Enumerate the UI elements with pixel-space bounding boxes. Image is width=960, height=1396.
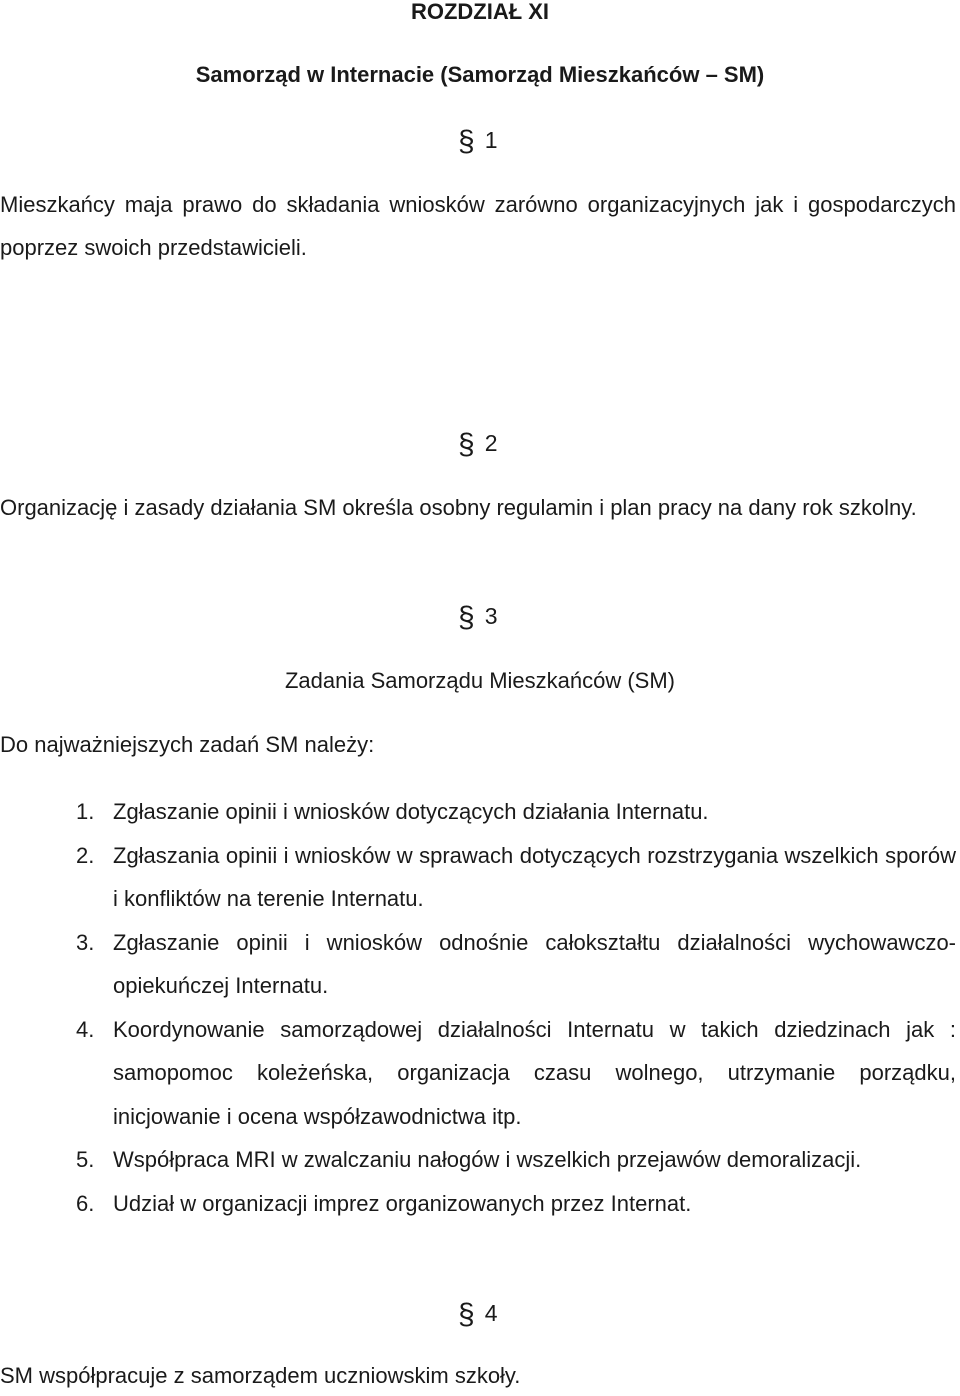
- list-item: [0, 921, 956, 1008]
- section-2-paragraph: Organizację i zasady działania SM określa osobny regulamin i plan pracy na dany rok szkolny.: [0, 495, 917, 520]
- list-item-text: Zgłaszanie opinii i wniosków odnośnie całokształtu działalności wychowawczo-opiekuńczej Internatu.: [113, 929, 956, 998]
- section-1-heading: [458, 124, 498, 158]
- list-item-text: Zgłaszania opinii i wniosków w sprawach dotyczących rozstrzygania wszelkich sporów i konfliktów na terenie Internatu.: [113, 842, 956, 911]
- list-item-number: 1.: [76, 799, 95, 824]
- section-sign: §: [458, 601, 475, 634]
- list-item-text: Zgłaszanie opinii i wniosków dotyczących działania Internatu.: [113, 799, 709, 824]
- list-item: [0, 834, 956, 921]
- list-item-number: 5.: [76, 1147, 95, 1172]
- list-item-number: 2.: [76, 842, 95, 868]
- section-4-paragraph: SM współpracuje z samorządem uczniowskim szkoły.: [0, 1363, 521, 1388]
- section-sign: §: [458, 125, 475, 158]
- section-number: 3: [484, 603, 498, 629]
- list-item-number: 4.: [76, 1016, 95, 1042]
- list-item-number: 3.: [76, 929, 95, 955]
- section-2-heading: [458, 427, 498, 461]
- section-sign: §: [458, 428, 475, 461]
- list-item: [0, 1008, 956, 1139]
- task-list: [0, 790, 956, 1225]
- section-3-heading: [458, 600, 498, 634]
- section-sign: §: [458, 1298, 475, 1331]
- section-number: 2: [484, 430, 498, 456]
- list-item: [0, 790, 956, 834]
- list-item: [0, 1138, 956, 1182]
- section-number: 4: [484, 1300, 498, 1326]
- section-3-title: Zadania Samorządu Mieszkańców (SM): [284, 668, 676, 693]
- chapter-subtitle: Samorząd w Internacie (Samorząd Mieszkańców – SM): [195, 62, 765, 87]
- section-3-intro: Do najważniejszych zadań SM należy:: [0, 732, 375, 757]
- list-item-text: Koordynowanie samorządowej działalności Internatu w takich dziedzinach jak : samopomoc koleżeńska, organizacja czasu wolnego, utrzymanie porządku, inicjowanie i ocena współzawodnictwa itp.: [113, 1016, 956, 1129]
- chapter-title: ROZDZIAŁ XI: [410, 0, 550, 24]
- section-number: 1: [484, 127, 498, 153]
- list-item-text: Współpraca MRI w zwalczaniu nałogów i wszelkich przejawów demoralizacji.: [113, 1147, 862, 1172]
- section-1-paragraph: Mieszkańcy maja prawo do składania wniosków zarówno organizacyjnych jak i gospodarczych poprzez swoich przedstawicieli.: [0, 192, 956, 260]
- list-item-number: 6.: [76, 1190, 95, 1216]
- list-item-text: Udział w organizacji imprez organizowanych przez Internat.: [113, 1190, 692, 1216]
- section-4-heading: [458, 1297, 498, 1331]
- list-item: [0, 1182, 956, 1226]
